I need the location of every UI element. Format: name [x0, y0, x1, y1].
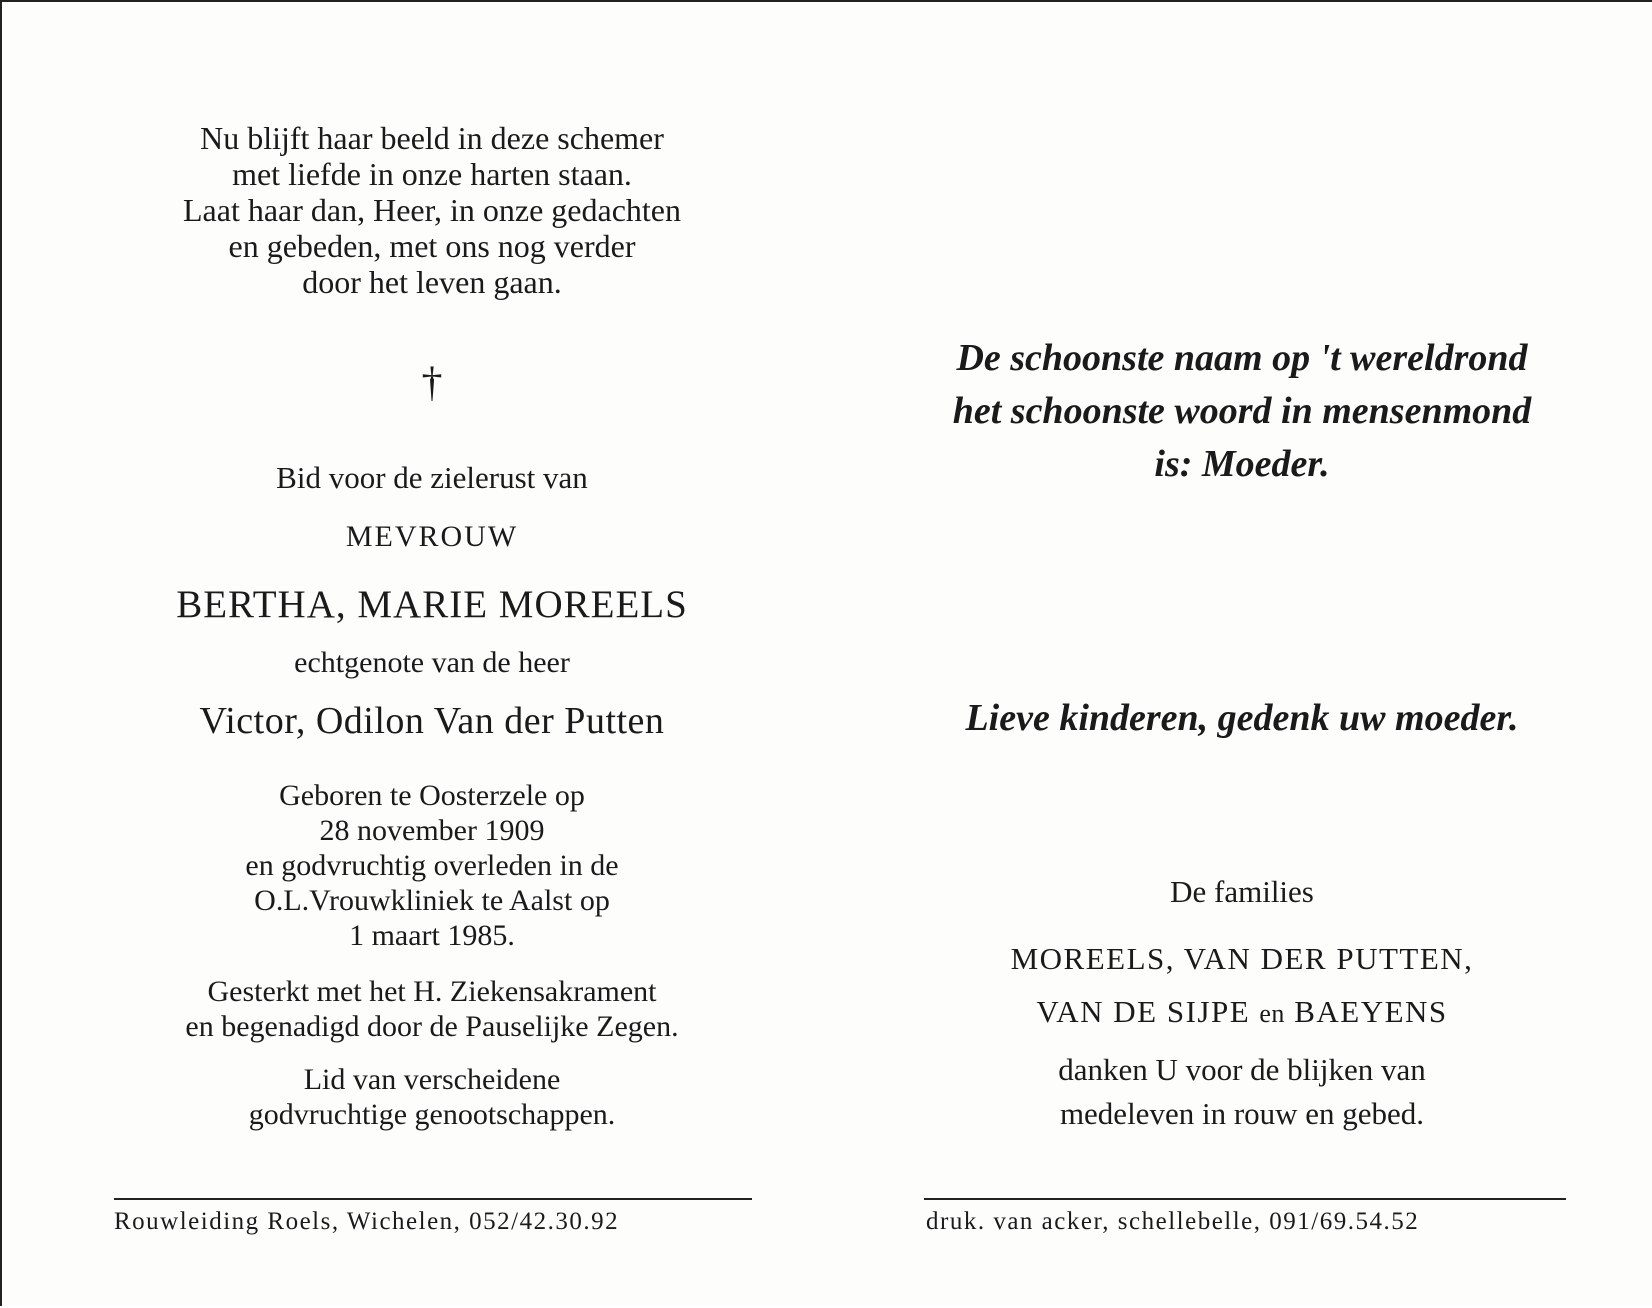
- left-footer: Rouwleiding Roels, Wichelen, 052/42.30.92: [114, 1208, 620, 1235]
- left-divider: [114, 1198, 752, 1200]
- bio-line: O.L.Vrouwkliniek te Aalst op: [254, 884, 610, 917]
- bio-line: 28 november 1909: [319, 814, 545, 847]
- poem: [102, 120, 762, 300]
- spouse-intro: echtgenote van de heer: [294, 646, 570, 679]
- bio-line: Geboren te Oosterzele op: [279, 779, 585, 812]
- family-line-2: [902, 985, 1582, 1040]
- poem-line: met liefde in onze harten staan.: [232, 156, 632, 192]
- left-panel: [102, 2, 762, 1308]
- thanks-text: [902, 1048, 1582, 1136]
- thanks-line: medeleven in rouw en gebed.: [1059, 1096, 1425, 1131]
- poem-line: Nu blijft haar beeld in deze schemer: [200, 120, 664, 156]
- honorific-title: MEVROUW: [345, 520, 519, 553]
- thanks-line: danken U voor de blijken van: [1058, 1052, 1426, 1087]
- sacrament-line: Gesterkt met het H. Ziekensakrament: [207, 975, 657, 1008]
- conjunction: en: [1259, 999, 1285, 1028]
- mother-quote: [902, 332, 1582, 491]
- poem-line: en gebeden, met ons nog verder: [228, 228, 636, 264]
- prayer-line: Bid voor de zielerust van: [276, 460, 588, 495]
- cross-icon: †: [421, 360, 443, 406]
- family-names: [902, 932, 1582, 1040]
- biography: [102, 778, 762, 953]
- family-name: VAN DE SIJPE: [1036, 994, 1251, 1029]
- membership-line: Lid van verscheidene: [303, 1063, 561, 1096]
- family-name: BAEYENS: [1294, 994, 1448, 1029]
- families-intro: De families: [1170, 874, 1314, 909]
- family-line-1: MOREELS, VAN DER PUTTEN,: [1010, 941, 1474, 976]
- right-footer: druk. van acker, schellebelle, 091/69.54.52: [926, 1208, 1420, 1235]
- sacrament-line: en begenadigd door de Pauselijke Zegen.: [185, 1010, 679, 1043]
- membership-text: [102, 1062, 762, 1132]
- bio-line: 1 maart 1985.: [349, 919, 515, 952]
- right-divider: [924, 1198, 1566, 1200]
- right-panel: [902, 2, 1582, 1308]
- deceased-name: BERTHA, MARIE MOREELS: [176, 583, 688, 626]
- sacrament-text: [102, 974, 762, 1044]
- membership-line: godvruchtige genootschappen.: [248, 1098, 616, 1131]
- quote-line: het schoonste woord in mensenmond: [952, 390, 1532, 432]
- spouse-name: Victor, Odilon Van der Putten: [199, 700, 665, 742]
- quote-line: is: Moeder.: [1154, 443, 1330, 485]
- quote-line: De schoonste naam op 't wereldrond: [956, 337, 1528, 379]
- bio-line: en godvruchtig overleden in de: [245, 849, 619, 882]
- children-line: Lieve kinderen, gedenk uw moeder.: [965, 697, 1519, 739]
- poem-line: Laat haar dan, Heer, in onze gedachten: [183, 192, 681, 228]
- poem-line: door het leven gaan.: [302, 264, 562, 300]
